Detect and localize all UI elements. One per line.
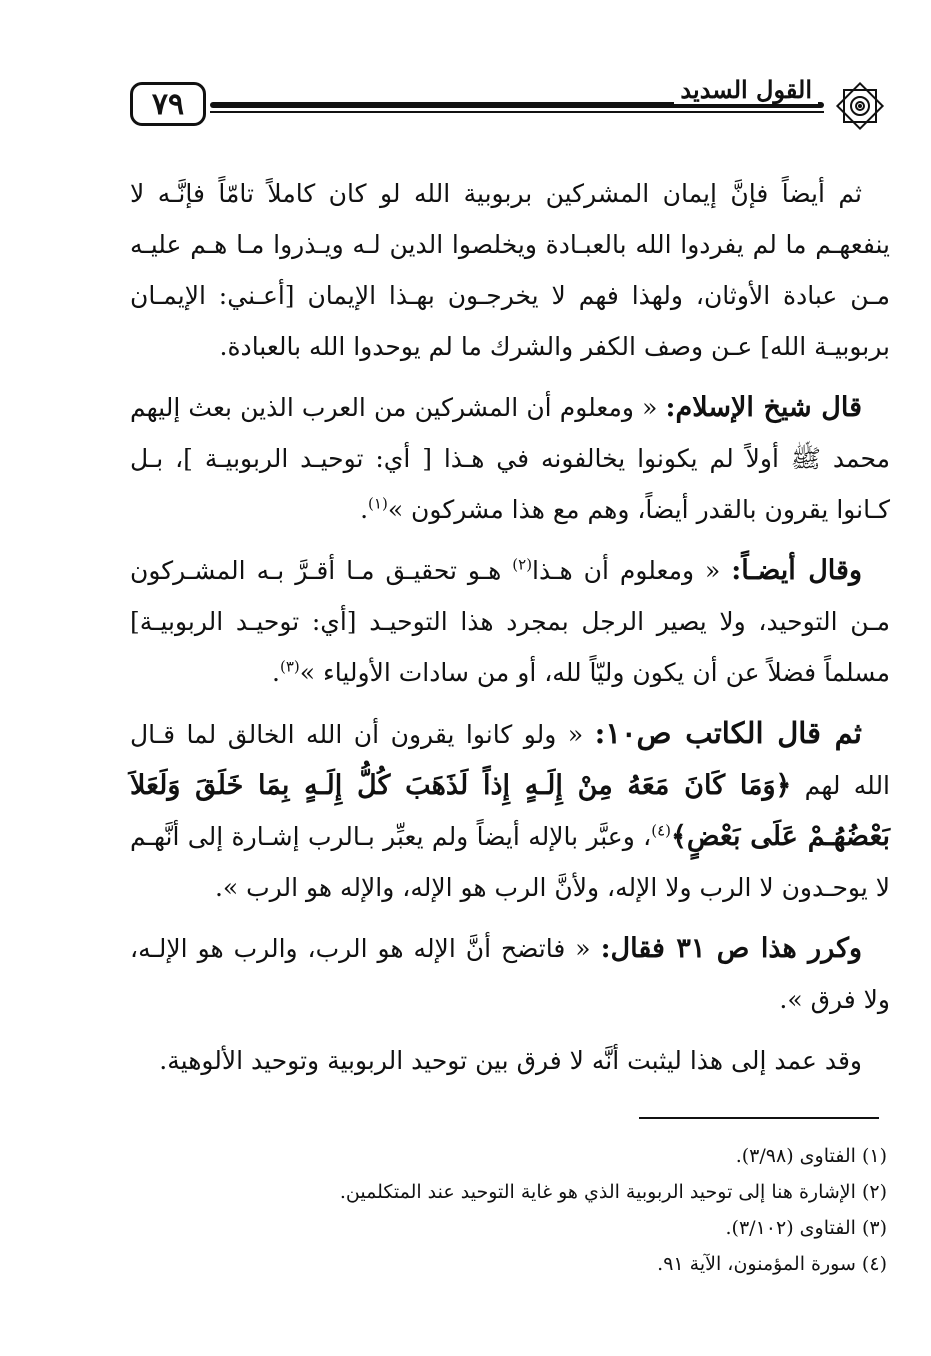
footnote-ref-4: (٤) <box>651 821 672 840</box>
paragraph-4-body-a: « ولو كانوا يقرون أن الله الخالق لما قـال الله لهم <box>130 720 891 800</box>
header-rule-thin <box>210 111 824 113</box>
paragraph-3-body-b: هـو تحقيـق مـا أقـرَّ بـه المشـركون مـن التوحيد، ولا يصير الرجل بمجرد هذا التوحيـد [أي: توحيـد الربوبيـة] مسلماً فضلاً عن أن يكون وليّاً لله، أو من سادات الأولياء » <box>130 556 890 687</box>
page-header <box>130 75 890 138</box>
paragraph-1: ثم أيضاً فإنَّ إيمان المشركين بربوبية الله لو كان كاملاً تامّاً فإنَّـه لا ينفعهـم ما لم يفردوا الله بالعبـادة ويخلصوا الدين لـه ويـذروا مـا هـم عليـه مـن عبادة الأوثان، ولهذا فهم لا يخرجـون بهـذا الإيمان [أعـني: الإيمـان بربوبيـة الله] عـن وصف الكفر والشرك ما لم يوحدوا الله بالعبادة. <box>130 179 890 361</box>
paragraph-3-body-a: « ومعلوم أن هـذا <box>532 556 732 585</box>
body-text <box>130 168 890 1096</box>
paragraph-5-body: « فاتضح أنَّ الإله هو الرب، والرب هو الإلـه، ولا فرق ». <box>130 934 890 1014</box>
paragraph-2-end: . <box>360 495 369 524</box>
page-number: ٧٩ <box>130 82 206 126</box>
paragraph-3-lead: وقال أيضـاً: <box>731 555 862 586</box>
paragraph-3-end: . <box>272 658 280 687</box>
paragraph-5-lead: وكرر هذا ص ٣١ فقال: <box>600 933 862 964</box>
footnote-1: (١) الفتاوى (٣/٩٨). <box>735 1145 887 1167</box>
footnote-4: (٤) سورة المؤمنون، الآية ٩١. <box>657 1253 887 1275</box>
footnote-ref-1: (١) <box>368 494 388 513</box>
paragraph-4 <box>130 708 890 913</box>
book-title: القول السديد <box>674 76 818 104</box>
paragraph-5 <box>130 923 890 1025</box>
footnote-3: (٣) الفتاوى (٣/١٠٢). <box>725 1217 887 1239</box>
paragraph-4-body-b: ، وعبَّر بالإله أيضاً ولم يعبِّر بـالرب إشـارة إلى أنَّهـم لا يوحـدون لا الرب ولا الإله، ولأنَّ الرب هو الإله، والإله هو الرب ». <box>130 822 890 902</box>
paragraph-3 <box>130 545 890 698</box>
footnotes <box>130 1138 887 1282</box>
quran-verse: ﴿وَمَا كَانَ مَعَهُ مِنْ إِلَـهٍ إِذاً لَذَهَبَ كُلُّ إِلَـهٍ بِمَا خَلَقَ وَلَعَلاَ بَعْضُهُـمْ عَلَى بَعْضٍ﴾ <box>130 770 890 852</box>
footnote-ref-3: (٣) <box>279 657 300 676</box>
footnote-separator <box>639 1117 879 1119</box>
paragraph-2 <box>130 382 890 535</box>
footnote-2: (٢) الإشارة هنا إلى توحيد الربوبية الذي هو غاية التوحيد عند المتكلمين. <box>339 1181 887 1203</box>
paragraph-2-lead: قال شيخ الإسلام: <box>665 392 862 423</box>
paragraph-6: وقد عمد إلى هذا ليثبت أنَّه لا فرق بين توحيد الربوبية وتوحيد الألوهية. <box>159 1046 862 1075</box>
paragraph-4-lead: ثم قال الكاتب ص١٠: <box>594 716 862 750</box>
paragraph-2-body: « ومعلوم أن المشركين من العرب الذين بعث إليهم محمد ﷺ أولاً لم يكونوا يخالفونه في هـذا [ أي: توحيـد الربوبيـة ]، بـل كـانوا يقرون بالقدر أيضاً، وهم مع هذا مشركون » <box>130 393 890 524</box>
octagram-ornament-icon <box>830 80 890 132</box>
footnote-ref-2: (٢) <box>512 555 533 574</box>
